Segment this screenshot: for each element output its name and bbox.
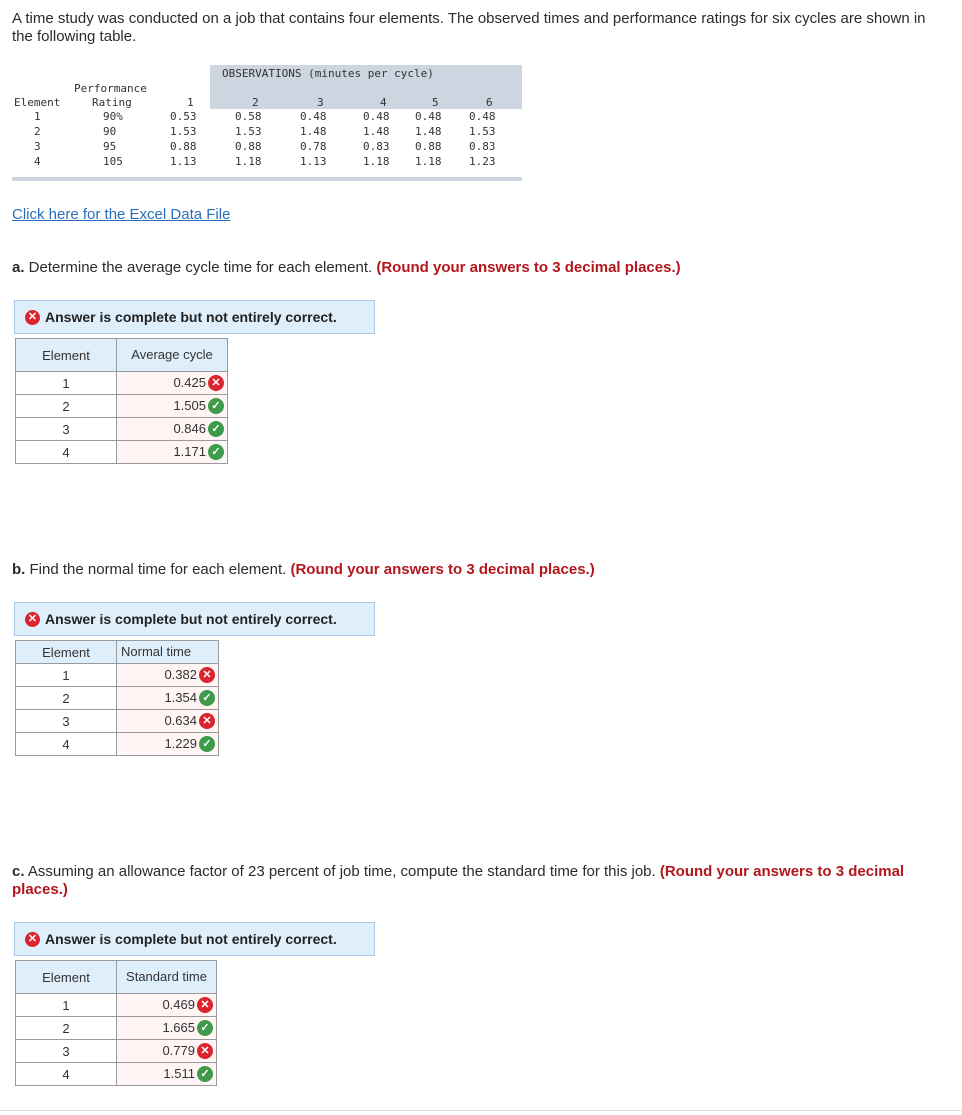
answer-value: 0.779 [162, 1042, 195, 1058]
answer-input[interactable] [117, 1017, 217, 1040]
element-cell: 3 [16, 710, 117, 733]
banner-text: Answer is complete but not entirely correct. [45, 309, 337, 325]
answer-input[interactable] [117, 710, 219, 733]
obs-element-cell: 4 [34, 155, 41, 168]
answer-status-banner [14, 300, 375, 334]
answer-status-banner [14, 602, 375, 636]
table-row [16, 733, 219, 756]
table-header-row [16, 641, 219, 664]
question-prefix: c. [12, 863, 25, 880]
answer-value: 1.505 [173, 397, 206, 413]
table-row [16, 441, 228, 464]
obs-col-header: 5 [432, 96, 439, 109]
table-row [16, 664, 219, 687]
obs-value-cell: 1.53 [235, 125, 262, 138]
obs-col-header: 3 [317, 96, 324, 109]
x-circle-icon: ✕ [199, 667, 215, 683]
observation-footer-band [12, 177, 522, 181]
obs-rating-cell: 105 [103, 155, 123, 168]
table-row [16, 1017, 217, 1040]
table-header-row [16, 339, 228, 372]
answer-input[interactable] [117, 733, 219, 756]
answer-input[interactable] [117, 1063, 217, 1086]
table-header-row [16, 961, 217, 994]
answer-value: 1.354 [164, 689, 197, 705]
answer-input[interactable] [117, 994, 217, 1017]
obs-value-cell: 0.83 [469, 140, 496, 153]
page-divider [0, 1110, 962, 1111]
table-row [16, 372, 228, 395]
element-column-header: Element [16, 641, 117, 664]
obs-value-cell: 1.13 [300, 155, 327, 168]
obs-rating-cell: 95 [103, 140, 117, 153]
x-circle-icon: ✕ [25, 932, 40, 947]
obs-value-cell: 1.53 [170, 125, 197, 138]
answer-value: 1.511 [163, 1065, 195, 1081]
obs-col-header: 4 [380, 96, 387, 109]
element-cell: 3 [16, 1040, 117, 1063]
rounding-instruction: (Round your answers to 3 decimal places.) [376, 259, 681, 276]
obs-value-cell: 0.48 [363, 110, 390, 123]
obs-value-cell: 1.53 [469, 125, 496, 138]
check-circle-icon: ✓ [208, 421, 224, 437]
question-body: Determine the average cycle time for each element. [24, 259, 377, 276]
table-row [16, 1063, 217, 1086]
performance-header: Performance [74, 82, 147, 95]
obs-value-cell: 1.48 [300, 125, 327, 138]
element-column-header: Element [16, 961, 117, 994]
obs-value-cell: 0.88 [170, 140, 197, 153]
answer-input[interactable] [117, 687, 219, 710]
x-circle-icon: ✕ [199, 713, 215, 729]
table-row [16, 687, 219, 710]
check-circle-icon: ✓ [208, 398, 224, 414]
obs-value-cell: 1.18 [415, 155, 442, 168]
element-cell: 1 [16, 664, 117, 687]
answer-value: 0.469 [162, 996, 195, 1012]
element-cell: 2 [16, 687, 117, 710]
obs-value-cell: 0.78 [300, 140, 327, 153]
answer-table [15, 640, 219, 756]
question-body: Assuming an allowance factor of 23 percent of job time, compute the standard time for this job. [24, 863, 660, 880]
question-text [12, 863, 942, 899]
answer-input[interactable] [117, 441, 228, 464]
obs-rating-cell: 90 [103, 125, 117, 138]
excel-data-link[interactable]: Click here for the Excel Data File [12, 206, 231, 223]
obs-value-cell: 1.18 [363, 155, 390, 168]
answer-value: 0.846 [173, 420, 206, 436]
check-circle-icon: ✓ [199, 690, 215, 706]
table-row [16, 710, 219, 733]
banner-text: Answer is complete but not entirely correct. [45, 931, 337, 947]
table-row [16, 418, 228, 441]
x-circle-icon: ✕ [25, 612, 40, 627]
check-circle-icon: ✓ [197, 1066, 213, 1082]
answer-value: 1.229 [164, 735, 197, 751]
obs-element-cell: 3 [34, 140, 41, 153]
obs-value-cell: 1.13 [170, 155, 197, 168]
obs-value-cell: 0.48 [300, 110, 327, 123]
table-row [16, 1040, 217, 1063]
value-column-header: Average cycle [117, 339, 228, 372]
element-cell: 4 [16, 733, 117, 756]
answer-input[interactable] [117, 395, 228, 418]
problem-intro: A time study was conducted on a job that contains four elements. The observed times and performance ratings for six cycles are shown in the following table. [12, 10, 926, 45]
question-text [12, 561, 942, 579]
obs-value-cell: 0.88 [415, 140, 442, 153]
value-column-header: Normal time [117, 641, 219, 664]
obs-value-cell: 0.88 [235, 140, 262, 153]
element-cell: 1 [16, 994, 117, 1017]
x-circle-icon: ✕ [25, 310, 40, 325]
element-cell: 2 [16, 395, 117, 418]
rounding-instruction: (Round your answers to 3 decimal places.) [12, 863, 905, 898]
obs-rating-cell: 90% [103, 110, 123, 123]
element-cell: 4 [16, 441, 117, 464]
banner-text: Answer is complete but not entirely correct. [45, 611, 337, 627]
element-cell: 2 [16, 1017, 117, 1040]
obs-value-cell: 1.23 [469, 155, 496, 168]
obs-value-cell: 1.18 [235, 155, 262, 168]
rounding-instruction: (Round your answers to 3 decimal places.) [290, 561, 595, 578]
answer-input[interactable] [117, 372, 228, 395]
element-cell: 3 [16, 418, 117, 441]
obs-element-cell: 1 [34, 110, 41, 123]
obs-value-cell: 0.58 [235, 110, 262, 123]
obs-value-cell: 0.83 [363, 140, 390, 153]
check-circle-icon: ✓ [197, 1020, 213, 1036]
element-cell: 4 [16, 1063, 117, 1086]
question-prefix: b. [12, 561, 26, 578]
answer-status-banner [14, 922, 375, 956]
obs-col-header: 6 [486, 96, 493, 109]
answer-table [15, 338, 228, 464]
obs-value-cell: 0.48 [415, 110, 442, 123]
question-text [12, 259, 942, 277]
answer-input[interactable] [117, 664, 219, 687]
question-body: Find the normal time for each element. [25, 561, 291, 578]
answer-input[interactable] [117, 418, 228, 441]
element-cell: 1 [16, 372, 117, 395]
x-circle-icon: ✕ [197, 1043, 213, 1059]
observation-table [12, 65, 522, 185]
answer-value: 0.425 [173, 374, 206, 390]
check-circle-icon: ✓ [199, 736, 215, 752]
obs-value-cell: 0.48 [469, 110, 496, 123]
x-circle-icon: ✕ [197, 997, 213, 1013]
obs-col-header: 1 [187, 96, 194, 109]
obs-value-cell: 0.53 [170, 110, 197, 123]
obs-col-header: 2 [252, 96, 259, 109]
element-header: Element [14, 96, 61, 109]
obs-value-cell: 1.48 [415, 125, 442, 138]
obs-value-cell: 1.48 [363, 125, 390, 138]
answer-value: 0.634 [164, 712, 197, 728]
x-circle-icon: ✕ [208, 375, 224, 391]
rating-header: Rating [92, 96, 132, 109]
value-column-header: Standard time [117, 961, 217, 994]
table-row [16, 994, 217, 1017]
table-row [16, 395, 228, 418]
question-prefix: a. [12, 259, 25, 276]
answer-table [15, 960, 217, 1086]
answer-value: 0.382 [164, 666, 197, 682]
answer-input[interactable] [117, 1040, 217, 1063]
answer-value: 1.665 [162, 1019, 195, 1035]
element-column-header: Element [16, 339, 117, 372]
observation-title: OBSERVATIONS (minutes per cycle) [222, 67, 434, 80]
obs-element-cell: 2 [34, 125, 41, 138]
answer-value: 1.171 [173, 443, 206, 459]
check-circle-icon: ✓ [208, 444, 224, 460]
